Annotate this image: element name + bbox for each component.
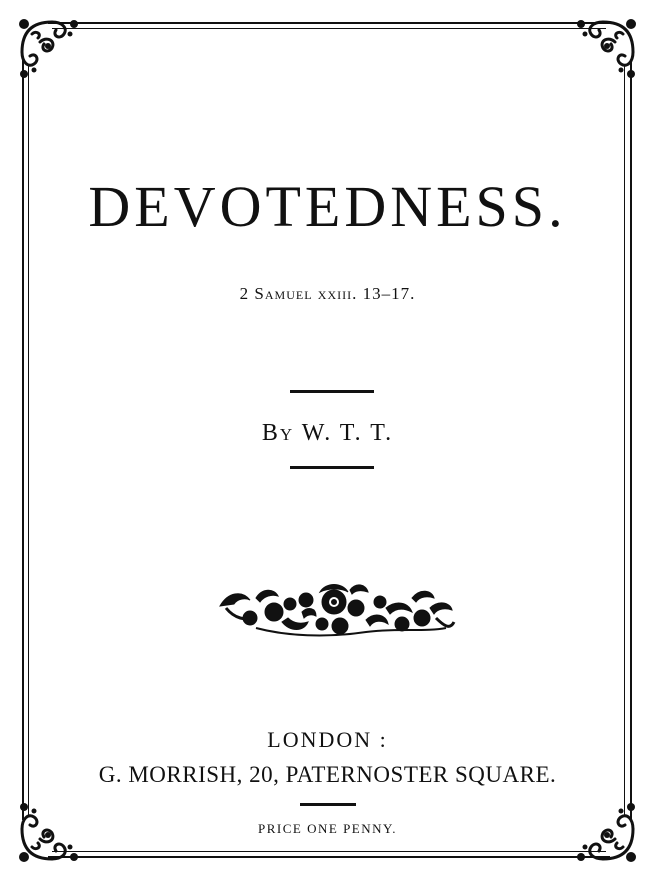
scripture-reference: 2 Samuel xxiii. 13–17. [239,284,416,303]
divider-rule-lower [290,466,374,469]
imprint-publisher: G. MORRISH, 20, PATERNOSTER SQUARE. [98,762,557,787]
border-rule-top-inner [52,28,606,29]
divider-rule-imprint [300,803,356,806]
price-line: PRICE ONE PENNY. [258,821,397,836]
divider-rule-upper [290,390,374,393]
border-rule-bottom-outer [48,856,610,858]
border-rule-top-outer [48,22,610,24]
floral-vignette-icon [216,578,456,642]
imprint-city: LONDON : [267,727,388,752]
border-rule-bottom-inner [52,851,606,852]
scroll-corner-ornament-icon [12,12,84,84]
author-line: By W. T. T. [261,420,394,446]
book-title: DEVOTEDNESS. [88,174,567,239]
scroll-corner-ornament-icon [571,12,643,84]
